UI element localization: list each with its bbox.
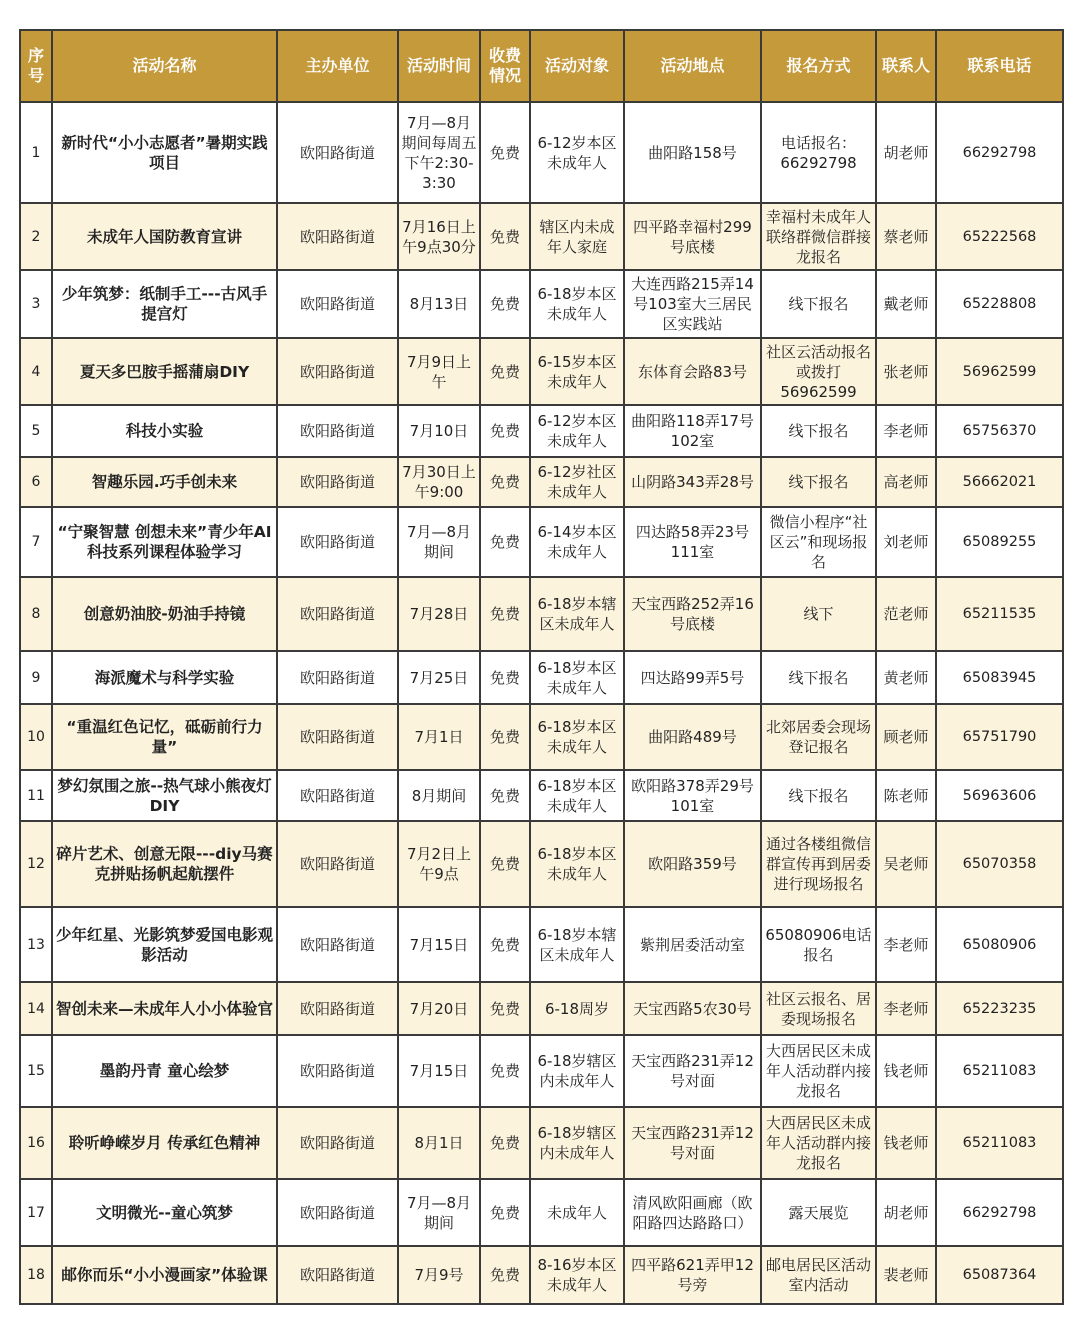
table-row bbox=[20, 907, 1063, 982]
cell-organizer: 欧阳路街道 bbox=[277, 405, 398, 457]
cell-target: 6-18岁辖区内未成年人 bbox=[530, 1035, 624, 1107]
cell-time: 7月9日上午 bbox=[398, 338, 480, 405]
cell-organizer: 欧阳路街道 bbox=[277, 982, 398, 1035]
cell-no: 3 bbox=[20, 270, 52, 338]
cell-time: 7月9号 bbox=[398, 1246, 480, 1304]
cell-phone: 65228808 bbox=[936, 270, 1063, 338]
table-row bbox=[20, 338, 1063, 405]
cell-time: 7月25日 bbox=[398, 651, 480, 704]
cell-contact: 钱老师 bbox=[876, 1035, 936, 1107]
cell-place: 天宝西路252弄16号底楼 bbox=[624, 577, 761, 651]
cell-signup: 邮电居民区活动室内活动 bbox=[761, 1246, 876, 1304]
cell-target: 未成年人 bbox=[530, 1179, 624, 1246]
cell-activity-name: 梦幻氛围之旅--热气球小熊夜灯DIY bbox=[52, 770, 277, 821]
cell-place: 大连西路215弄14号103室大三居民区实践站 bbox=[624, 270, 761, 338]
cell-place: 曲阳路489号 bbox=[624, 704, 761, 770]
cell-no: 5 bbox=[20, 405, 52, 457]
cell-time: 7月2日上午9点 bbox=[398, 821, 480, 907]
cell-fee: 免费 bbox=[480, 405, 530, 457]
header-target: 活动对象 bbox=[530, 30, 624, 102]
cell-fee: 免费 bbox=[480, 203, 530, 270]
cell-signup: 电话报名：66292798 bbox=[761, 102, 876, 203]
cell-phone: 65083945 bbox=[936, 651, 1063, 704]
table-row bbox=[20, 457, 1063, 507]
cell-contact: 李老师 bbox=[876, 982, 936, 1035]
table-row bbox=[20, 821, 1063, 907]
cell-organizer: 欧阳路街道 bbox=[277, 770, 398, 821]
cell-time: 7月10日 bbox=[398, 405, 480, 457]
header-activity-name: 活动名称 bbox=[52, 30, 277, 102]
cell-phone: 56963606 bbox=[936, 770, 1063, 821]
cell-time: 7月15日 bbox=[398, 1035, 480, 1107]
cell-no: 18 bbox=[20, 1246, 52, 1304]
cell-signup: 65080906电话报名 bbox=[761, 907, 876, 982]
cell-signup: 线下报名 bbox=[761, 651, 876, 704]
table-row bbox=[20, 1179, 1063, 1246]
cell-contact: 刘老师 bbox=[876, 507, 936, 577]
cell-no: 7 bbox=[20, 507, 52, 577]
table-row bbox=[20, 405, 1063, 457]
cell-contact: 黄老师 bbox=[876, 651, 936, 704]
cell-target: 6-18岁本辖区未成年人 bbox=[530, 907, 624, 982]
cell-signup: 线下报名 bbox=[761, 457, 876, 507]
cell-contact: 高老师 bbox=[876, 457, 936, 507]
cell-signup: 通过各楼组微信群宣传再到居委进行现场报名 bbox=[761, 821, 876, 907]
header-place: 活动地点 bbox=[624, 30, 761, 102]
cell-time: 7月28日 bbox=[398, 577, 480, 651]
cell-signup: 线下报名 bbox=[761, 770, 876, 821]
cell-signup: 大西居民区未成年人活动群内接龙报名 bbox=[761, 1035, 876, 1107]
cell-no: 9 bbox=[20, 651, 52, 704]
cell-fee: 免费 bbox=[480, 457, 530, 507]
cell-place: 欧阳路359号 bbox=[624, 821, 761, 907]
header-phone: 联系电话 bbox=[936, 30, 1063, 102]
cell-phone: 65080906 bbox=[936, 907, 1063, 982]
cell-place: 山阴路343弄28号 bbox=[624, 457, 761, 507]
cell-time: 7月30日上午9:00 bbox=[398, 457, 480, 507]
cell-target: 6-18岁本区未成年人 bbox=[530, 704, 624, 770]
cell-contact: 张老师 bbox=[876, 338, 936, 405]
cell-organizer: 欧阳路街道 bbox=[277, 507, 398, 577]
cell-contact: 钱老师 bbox=[876, 1107, 936, 1179]
cell-place: 欧阳路378弄29号101室 bbox=[624, 770, 761, 821]
cell-organizer: 欧阳路街道 bbox=[277, 1035, 398, 1107]
cell-activity-name: “宁聚智慧 创想未来”青少年AI科技系列课程体验学习 bbox=[52, 507, 277, 577]
cell-place: 清风欧阳画廊（欧阳路四达路路口） bbox=[624, 1179, 761, 1246]
cell-contact: 李老师 bbox=[876, 907, 936, 982]
cell-organizer: 欧阳路街道 bbox=[277, 821, 398, 907]
cell-place: 天宝西路231弄12号对面 bbox=[624, 1035, 761, 1107]
cell-activity-name: 聆听峥嵘岁月 传承红色精神 bbox=[52, 1107, 277, 1179]
header-time: 活动时间 bbox=[398, 30, 480, 102]
cell-contact: 陈老师 bbox=[876, 770, 936, 821]
cell-fee: 免费 bbox=[480, 270, 530, 338]
table-row bbox=[20, 982, 1063, 1035]
table-body bbox=[20, 102, 1063, 1304]
cell-place: 四达路58弄23号111室 bbox=[624, 507, 761, 577]
cell-phone: 65223235 bbox=[936, 982, 1063, 1035]
cell-fee: 免费 bbox=[480, 907, 530, 982]
cell-activity-name: 海派魔术与科学实验 bbox=[52, 651, 277, 704]
cell-place: 东体育会路83号 bbox=[624, 338, 761, 405]
cell-no: 10 bbox=[20, 704, 52, 770]
cell-phone: 65087364 bbox=[936, 1246, 1063, 1304]
table-row bbox=[20, 203, 1063, 270]
cell-phone: 65070358 bbox=[936, 821, 1063, 907]
cell-no: 16 bbox=[20, 1107, 52, 1179]
cell-signup: 大西居民区未成年人活动群内接龙报名 bbox=[761, 1107, 876, 1179]
header-fee: 收费情况 bbox=[480, 30, 530, 102]
cell-time: 7月—8月期间 bbox=[398, 1179, 480, 1246]
table-row bbox=[20, 1035, 1063, 1107]
header-signup: 报名方式 bbox=[761, 30, 876, 102]
cell-organizer: 欧阳路街道 bbox=[277, 1107, 398, 1179]
cell-organizer: 欧阳路街道 bbox=[277, 338, 398, 405]
cell-no: 2 bbox=[20, 203, 52, 270]
cell-fee: 免费 bbox=[480, 770, 530, 821]
cell-fee: 免费 bbox=[480, 577, 530, 651]
cell-no: 13 bbox=[20, 907, 52, 982]
cell-phone: 65222568 bbox=[936, 203, 1063, 270]
cell-no: 8 bbox=[20, 577, 52, 651]
cell-activity-name: 智创未来—未成年人小小体验官 bbox=[52, 982, 277, 1035]
cell-target: 6-14岁本区未成年人 bbox=[530, 507, 624, 577]
cell-target: 6-15岁本区未成年人 bbox=[530, 338, 624, 405]
cell-place: 曲阳路118弄17号102室 bbox=[624, 405, 761, 457]
cell-contact: 顾老师 bbox=[876, 704, 936, 770]
cell-activity-name: 夏天多巴胺手摇蒲扇DIY bbox=[52, 338, 277, 405]
cell-phone: 56962599 bbox=[936, 338, 1063, 405]
cell-organizer: 欧阳路街道 bbox=[277, 203, 398, 270]
cell-activity-name: “重温红色记忆，砥砺前行力量” bbox=[52, 704, 277, 770]
cell-phone: 65211535 bbox=[936, 577, 1063, 651]
cell-organizer: 欧阳路街道 bbox=[277, 1246, 398, 1304]
cell-no: 4 bbox=[20, 338, 52, 405]
cell-activity-name: 智趣乐园.巧手创未来 bbox=[52, 457, 277, 507]
cell-fee: 免费 bbox=[480, 102, 530, 203]
cell-no: 14 bbox=[20, 982, 52, 1035]
cell-fee: 免费 bbox=[480, 1107, 530, 1179]
cell-target: 6-12岁本区未成年人 bbox=[530, 102, 624, 203]
header-no: 序号 bbox=[20, 30, 52, 102]
cell-organizer: 欧阳路街道 bbox=[277, 270, 398, 338]
cell-contact: 吴老师 bbox=[876, 821, 936, 907]
cell-activity-name: 少年筑梦：纸制手工---古风手提宫灯 bbox=[52, 270, 277, 338]
cell-place: 曲阳路158号 bbox=[624, 102, 761, 203]
cell-fee: 免费 bbox=[480, 1179, 530, 1246]
cell-organizer: 欧阳路街道 bbox=[277, 704, 398, 770]
cell-fee: 免费 bbox=[480, 704, 530, 770]
cell-activity-name: 创意奶油胶-奶油手持镜 bbox=[52, 577, 277, 651]
cell-time: 7月15日 bbox=[398, 907, 480, 982]
cell-contact: 李老师 bbox=[876, 405, 936, 457]
cell-target: 6-18岁辖区内未成年人 bbox=[530, 1107, 624, 1179]
cell-no: 17 bbox=[20, 1179, 52, 1246]
cell-signup: 微信小程序“社区云”和现场报名 bbox=[761, 507, 876, 577]
cell-target: 6-18岁本区未成年人 bbox=[530, 770, 624, 821]
cell-fee: 免费 bbox=[480, 1246, 530, 1304]
cell-place: 四达路99弄5号 bbox=[624, 651, 761, 704]
cell-target: 8-16岁本区未成年人 bbox=[530, 1246, 624, 1304]
activity-table-container bbox=[19, 29, 1064, 1305]
cell-organizer: 欧阳路街道 bbox=[277, 457, 398, 507]
cell-no: 12 bbox=[20, 821, 52, 907]
table-row bbox=[20, 1246, 1063, 1304]
cell-time: 8月期间 bbox=[398, 770, 480, 821]
table-row bbox=[20, 651, 1063, 704]
cell-fee: 免费 bbox=[480, 651, 530, 704]
cell-signup: 线下报名 bbox=[761, 405, 876, 457]
table-row bbox=[20, 704, 1063, 770]
cell-target: 6-18岁本区未成年人 bbox=[530, 651, 624, 704]
cell-organizer: 欧阳路街道 bbox=[277, 907, 398, 982]
cell-phone: 65756370 bbox=[936, 405, 1063, 457]
cell-activity-name: 新时代“小小志愿者”暑期实践项目 bbox=[52, 102, 277, 203]
cell-time: 8月1日 bbox=[398, 1107, 480, 1179]
cell-contact: 裴老师 bbox=[876, 1246, 936, 1304]
cell-organizer: 欧阳路街道 bbox=[277, 1179, 398, 1246]
cell-time: 7月16日上午9点30分 bbox=[398, 203, 480, 270]
cell-time: 7月1日 bbox=[398, 704, 480, 770]
cell-activity-name: 文明微光--童心筑梦 bbox=[52, 1179, 277, 1246]
cell-place: 天宝西路231弄12号对面 bbox=[624, 1107, 761, 1179]
table-row bbox=[20, 507, 1063, 577]
cell-time: 7月—8月期间每周五下午2:30-3:30 bbox=[398, 102, 480, 203]
cell-phone: 66292798 bbox=[936, 1179, 1063, 1246]
table-row bbox=[20, 102, 1063, 203]
cell-fee: 免费 bbox=[480, 982, 530, 1035]
cell-no: 11 bbox=[20, 770, 52, 821]
cell-activity-name: 邮你而乐“小小漫画家”体验课 bbox=[52, 1246, 277, 1304]
cell-no: 15 bbox=[20, 1035, 52, 1107]
cell-no: 1 bbox=[20, 102, 52, 203]
cell-phone: 56662021 bbox=[936, 457, 1063, 507]
cell-organizer: 欧阳路街道 bbox=[277, 651, 398, 704]
cell-activity-name: 碎片艺术、创意无限---diy马赛克拼贴扬帆起航摆件 bbox=[52, 821, 277, 907]
cell-target: 6-18岁本辖区未成年人 bbox=[530, 577, 624, 651]
cell-organizer: 欧阳路街道 bbox=[277, 102, 398, 203]
cell-signup: 幸福村未成年人联络群微信群接龙报名 bbox=[761, 203, 876, 270]
cell-signup: 露天展览 bbox=[761, 1179, 876, 1246]
cell-fee: 免费 bbox=[480, 1035, 530, 1107]
header-organizer: 主办单位 bbox=[277, 30, 398, 102]
cell-signup: 线下报名 bbox=[761, 270, 876, 338]
cell-contact: 胡老师 bbox=[876, 1179, 936, 1246]
cell-fee: 免费 bbox=[480, 821, 530, 907]
cell-phone: 65751790 bbox=[936, 704, 1063, 770]
cell-place: 四平路621弄甲12号旁 bbox=[624, 1246, 761, 1304]
cell-activity-name: 墨韵丹青 童心绘梦 bbox=[52, 1035, 277, 1107]
cell-place: 四平路幸福村299号底楼 bbox=[624, 203, 761, 270]
cell-time: 8月13日 bbox=[398, 270, 480, 338]
cell-place: 天宝西路5农30号 bbox=[624, 982, 761, 1035]
cell-target: 6-18周岁 bbox=[530, 982, 624, 1035]
cell-target: 6-12岁本区未成年人 bbox=[530, 405, 624, 457]
cell-contact: 戴老师 bbox=[876, 270, 936, 338]
cell-target: 6-12岁社区未成年人 bbox=[530, 457, 624, 507]
table-row bbox=[20, 770, 1063, 821]
cell-fee: 免费 bbox=[480, 338, 530, 405]
cell-time: 7月—8月期间 bbox=[398, 507, 480, 577]
cell-fee: 免费 bbox=[480, 507, 530, 577]
table-row bbox=[20, 577, 1063, 651]
table-row bbox=[20, 1107, 1063, 1179]
cell-phone: 65211083 bbox=[936, 1107, 1063, 1179]
cell-place: 紫荆居委活动室 bbox=[624, 907, 761, 982]
cell-signup: 社区云报名、居委现场报名 bbox=[761, 982, 876, 1035]
cell-signup: 线下 bbox=[761, 577, 876, 651]
table-row bbox=[20, 270, 1063, 338]
activity-table bbox=[19, 29, 1064, 1305]
cell-activity-name: 少年红星、光影筑梦爱国电影观影活动 bbox=[52, 907, 277, 982]
cell-activity-name: 科技小实验 bbox=[52, 405, 277, 457]
cell-no: 6 bbox=[20, 457, 52, 507]
cell-phone: 66292798 bbox=[936, 102, 1063, 203]
cell-target: 6-18岁本区未成年人 bbox=[530, 270, 624, 338]
header-contact: 联系人 bbox=[876, 30, 936, 102]
cell-phone: 65089255 bbox=[936, 507, 1063, 577]
cell-signup: 社区云活动报名或拨打56962599 bbox=[761, 338, 876, 405]
cell-activity-name: 未成年人国防教育宣讲 bbox=[52, 203, 277, 270]
cell-contact: 蔡老师 bbox=[876, 203, 936, 270]
cell-contact: 胡老师 bbox=[876, 102, 936, 203]
cell-signup: 北郊居委会现场登记报名 bbox=[761, 704, 876, 770]
cell-time: 7月20日 bbox=[398, 982, 480, 1035]
table-header-row bbox=[20, 30, 1063, 102]
cell-target: 6-18岁本区未成年人 bbox=[530, 821, 624, 907]
cell-organizer: 欧阳路街道 bbox=[277, 577, 398, 651]
cell-target: 辖区内未成年人家庭 bbox=[530, 203, 624, 270]
cell-contact: 范老师 bbox=[876, 577, 936, 651]
cell-phone: 65211083 bbox=[936, 1035, 1063, 1107]
